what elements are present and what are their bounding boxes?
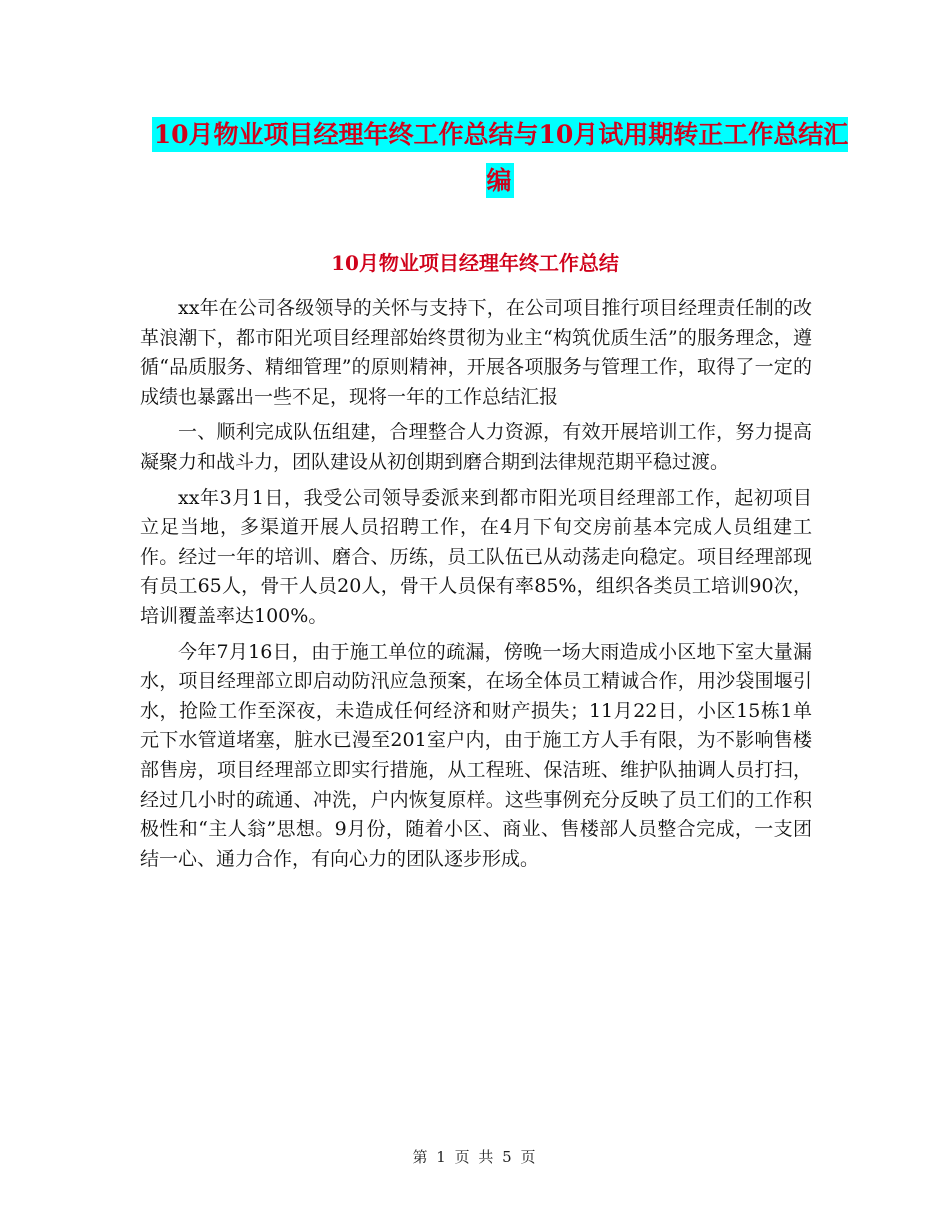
document-title-text: 10月物业项目经理年终工作总结与10月试用期转正工作总结汇编 [152, 117, 849, 198]
section-title: 10月物业项目经理年终工作总结 [331, 251, 619, 275]
body-paragraph-3: xx年3月1日，我受公司领导委派来到都市阳光项目经理部工作，起初项目立足当地，多渠道开展人员招聘工作，在4月下旬交房前基本完成人员组建工作。经过一年的培训、磨合、历练，员工队伍已从动荡走向稳定。项目经理部现有员工65人，骨干人员20人，骨干人员保有率85%，组织各类员工培训90次，培训覆盖率达100%。 [140, 486, 812, 627]
body-paragraph-2: 一、顺利完成队伍组建，合理整合人力资源，有效开展培训工作，努力提高凝聚力和战斗力，团队建设从初创期到磨合期到法律规范期平稳过渡。 [140, 421, 812, 473]
document-title [140, 112, 860, 204]
body-paragraph-4: 今年7月16日，由于施工单位的疏漏，傍晚一场大雨造成小区地下室大量漏水，项目经理部立即启动防汛应急预案，在场全体员工精诚合作，用沙袋围堰引水，抢险工作至深夜，未造成任何经济和财产损失；11月22日，小区15栋1单元下水管道堵塞，脏水已漫至201室户内，由于施工方人手有限，为不影响售楼部售房，项目经理部立即实行措施，从工程班、保洁班、维护队抽调人员打扫，经过几小时的疏通、冲洗，户内恢复原样。这些事例充分反映了员工们的工作积极性和“主人翁”思想。9月份，随着小区、商业、售楼部人员整合完成，一支团结一心、通力合作，有向心力的团队逐步形成。 [140, 640, 812, 870]
document-body [140, 294, 812, 874]
body-paragraph-1: xx年在公司各级领导的关怀与支持下，在公司项目推行项目经理责任制的改革浪潮下，都市阳光项目经理部始终贯彻为业主“构筑优质生活”的服务理念，遵循“品质服务、精细管理”的原则精神，开展各项服务与管理工作，取得了一定的成绩也暴露出一些不足，现将一年的工作总结汇报 [140, 297, 812, 408]
page-number-footer: 第 1 页 共 5 页 [412, 1148, 538, 1166]
